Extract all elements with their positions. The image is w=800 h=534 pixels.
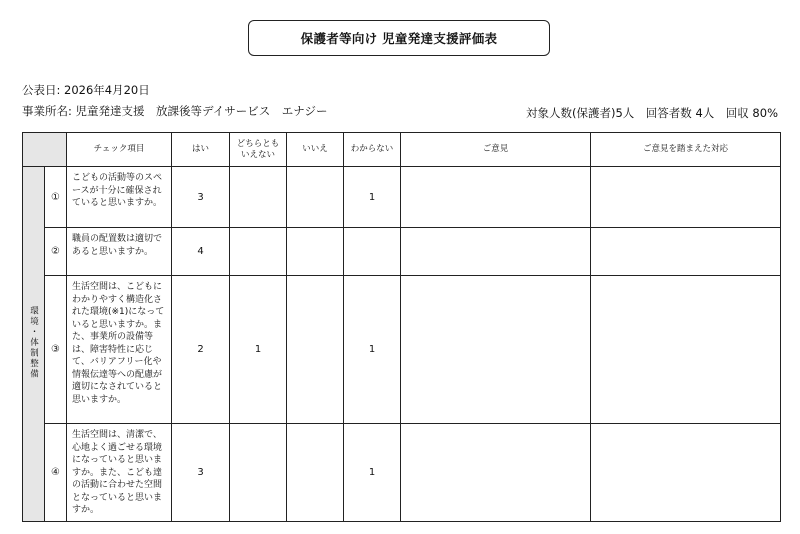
header-opinion: ご意見 xyxy=(401,133,591,167)
evaluation-table xyxy=(22,132,781,522)
answer-no xyxy=(287,228,344,276)
category-cell xyxy=(23,167,45,522)
question-text: 生活空間は、清潔で、心地よく過ごせる環境になっていると思いますか。また、こども達の活動に合わせた空間となっていると思いますか。 xyxy=(67,424,172,522)
header-neither xyxy=(230,133,287,167)
answer-neither xyxy=(230,424,287,522)
header-unknown: わからない xyxy=(344,133,401,167)
page-title: 保護者等向け 児童発達支援評価表 xyxy=(248,20,550,56)
header-response: ご意見を踏まえた対応 xyxy=(591,133,781,167)
answer-yes: 2 xyxy=(172,276,230,424)
question-text: 生活空間は、こどもにわかりやすく構造化された環境(※1)になっていると思いますか。また、事業所の設備等は、障害特性に応じて、バリアフリー化や情報伝達等への配慮が適切になされていると思いますか。 xyxy=(67,276,172,424)
answer-yes: 4 xyxy=(172,228,230,276)
response-cell xyxy=(591,167,781,228)
header-neither-line2: いえない xyxy=(240,149,275,160)
answer-no xyxy=(287,424,344,522)
answer-no xyxy=(287,276,344,424)
response-cell xyxy=(591,276,781,424)
office-name: 事業所名: 児童発達支援 放課後等デイサービス エナジー xyxy=(22,104,328,118)
opinion-cell xyxy=(401,228,591,276)
answer-unknown: 1 xyxy=(344,167,401,228)
answer-neither xyxy=(230,167,287,228)
table-row xyxy=(23,276,781,424)
question-text: こどもの活動等のスペースが十分に確保されていると思いますか。 xyxy=(67,167,172,228)
response-cell xyxy=(591,228,781,276)
answer-unknown xyxy=(344,228,401,276)
survey-stats: 対象人数(保護者)5人 回答者数 4人 回収 80% xyxy=(526,106,778,120)
header-corner xyxy=(23,133,67,167)
header-check-item: チェック項目 xyxy=(67,133,172,167)
opinion-cell xyxy=(401,167,591,228)
header-neither-line1: どちらとも xyxy=(236,138,280,149)
response-cell xyxy=(591,424,781,522)
header-yes: はい xyxy=(172,133,230,167)
row-number: ① xyxy=(45,167,67,228)
table-row xyxy=(23,424,781,522)
answer-no xyxy=(287,167,344,228)
row-number: ② xyxy=(45,228,67,276)
answer-unknown: 1 xyxy=(344,424,401,522)
answer-neither: 1 xyxy=(230,276,287,424)
opinion-cell xyxy=(401,276,591,424)
header-no: いいえ xyxy=(287,133,344,167)
answer-unknown: 1 xyxy=(344,276,401,424)
answer-yes: 3 xyxy=(172,424,230,522)
answer-yes: 3 xyxy=(172,167,230,228)
publication-date: 公表日: 2026年4月20日 xyxy=(22,83,150,97)
table-row xyxy=(23,167,781,228)
category-label: 環境・体制整備 xyxy=(28,305,39,380)
opinion-cell xyxy=(401,424,591,522)
row-number: ③ xyxy=(45,276,67,424)
row-number: ④ xyxy=(45,424,67,522)
question-text: 職員の配置数は適切であると思いますか。 xyxy=(67,228,172,276)
table-header-row xyxy=(23,133,781,167)
answer-neither xyxy=(230,228,287,276)
table-row xyxy=(23,228,781,276)
